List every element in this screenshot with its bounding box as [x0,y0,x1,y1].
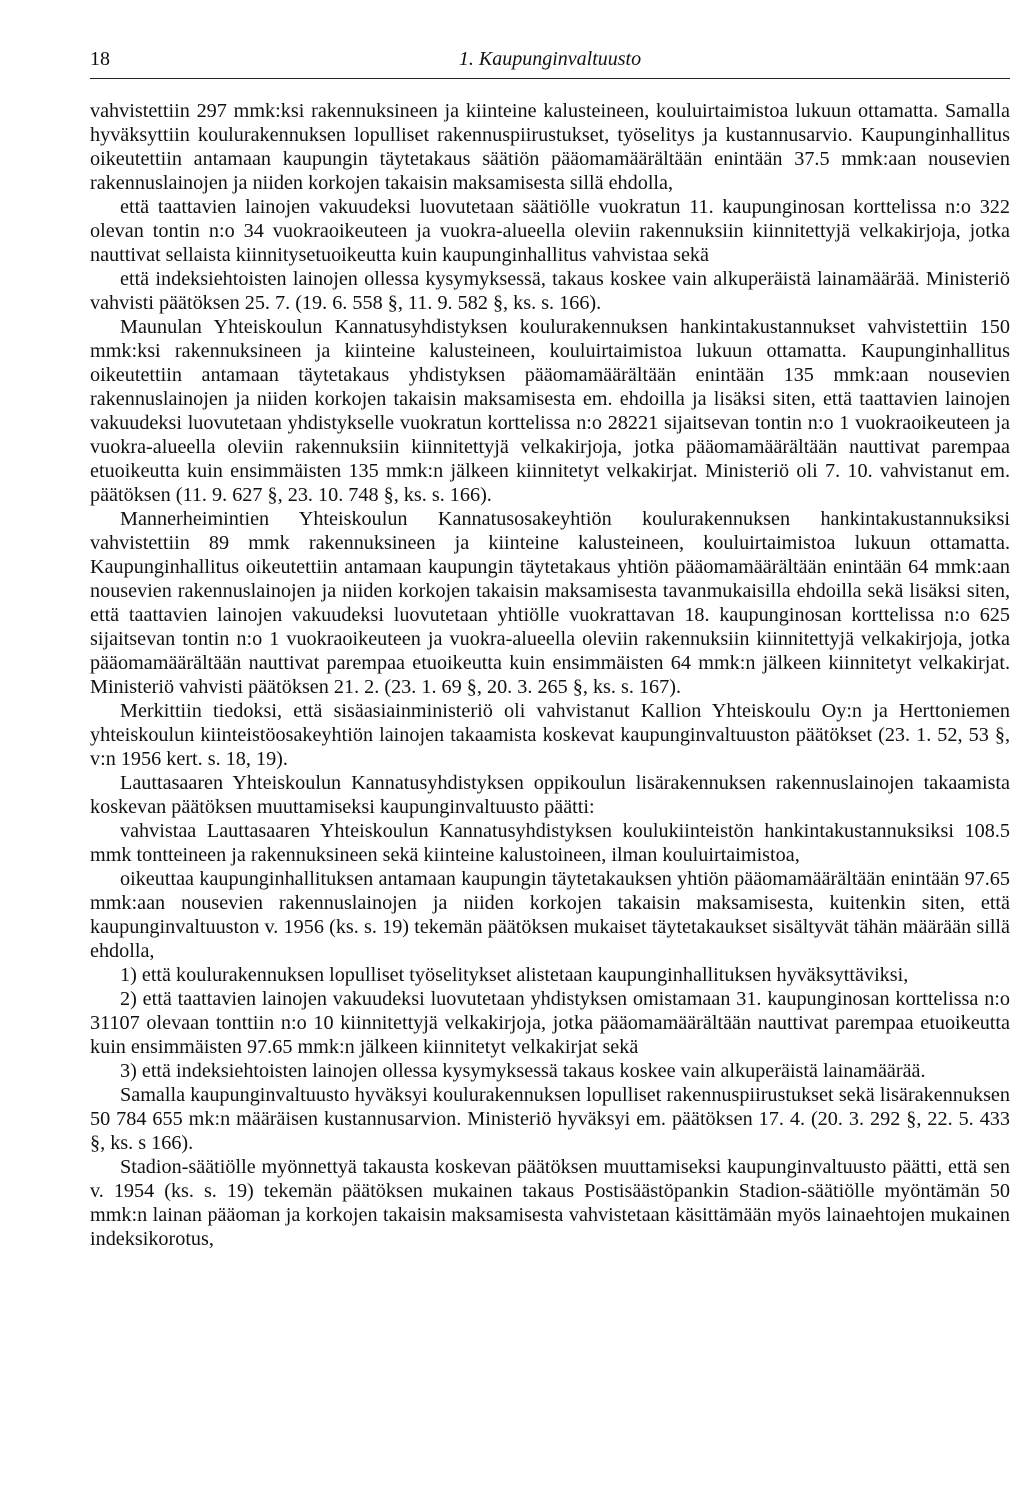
paragraph: vahvistaa Lauttasaaren Yhteiskoulun Kannatusyhdistyksen koulukiinteistön hankintakustannuksiksi 108.5 mmk tontteineen ja rakennuksineen sekä kiinteine kalustoineen, ilman kouluirtaimistoa, [90,820,1010,866]
page-number: 18 [90,48,110,70]
paragraph: Samalla kaupunginvaltuusto hyväksyi koulurakennuksen lopulliset rakennuspiirustukset sekä lisärakennuksen 50 784 655 mk:n määräisen kustannusarvion. Ministeriö hyväksyi em. päätöksen 17. 4. (20. 3. 292 §, 22. 5. 433 §, ks. s 166). [90,1084,1010,1154]
paragraph: vahvistettiin 297 mmk:ksi rakennuksineen ja kiinteine kalusteineen, kouluirtaimistoa lukuun ottamatta. Samalla hyväksyttiin koulurakennuksen lopulliset rakennuspiirustukset, työselitys ja kustannusarvio. Kaupunginhallitus oikeutettiin antamaan kaupungin täytetakaus säätiön pääomamäärältään enintään 37.5 mmk:aan nousevien rakennuslainojen ja niiden korkojen takaisin maksamisesta sillä ehdolla, [90,100,1010,194]
list-item: 2) että taattavien lainojen vakuudeksi luovutetaan yhdistyksen omistamaan 31. kaupunginosan korttelissa n:o 31107 olevaan tonttiin n:o 10 kiinnitettyjä velkakirjoja, jotka pääomamäärältään nauttivat parempaa etuoikeutta kuin ensimmäisten 97.65 mmk:n jälkeen kiinnitetyt velkakirjat sekä [90,988,1010,1058]
running-title: 1. Kaupunginvaltuusto [458,48,642,70]
list-item: 3) että indeksiehtoisten lainojen ollessa kysymyksessä takaus koskee vain alkuperäistä lainamäärää. [120,1060,926,1082]
body-text [90,99,1010,1251]
paragraph: oikeuttaa kaupunginhallituksen antamaan kaupungin täytetakauksen yhtiön pääomamäärältään enintään 97.65 mmk:aan nousevien rakennuslainojen ja niiden korkojen takaisin maksamisesta, kuitenkin siten, että kaupunginvaltuuston v. 1956 (ks. s. 19) tekemän päätöksen mukaiset täytetakaukset sisältyvät tähän määrään sillä ehdolla, [90,868,1010,962]
paragraph: Lauttasaaren Yhteiskoulun Kannatusyhdistyksen oppikoulun lisärakennuksen rakennuslainojen takaamista koskevan päätöksen muuttamiseksi kaupunginvaltuusto päätti: [90,772,1010,818]
document-page [90,40,1010,1460]
list-item: 1) että koulurakennuksen lopulliset työselitykset alistetaan kaupunginhallituksen hyväksyttäviksi, [120,964,909,986]
paragraph: Mannerheimintien Yhteiskoulun Kannatusosakeyhtiön koulurakennuksen hankintakustannuksiksi vahvistettiin 89 mmk rakennuksineen ja kiinteine kalusteineen, kouluirtaimistoa lukuun ottamatta. Kaupunginhallitus oikeutettiin antamaan kaupungin täytetakaus yhtiön pääomamäärältään enintään 64 mmk:aan nousevien rakennuslainojen ja niiden korkojen takaisin maksamisesta tavanmukaisilla ehdoilla sekä lisäksi siten, että taattavien lainojen vakuudeksi luovutetaan yhtiölle vuokrattavan 18. kaupunginosan korttelissa n:o 625 sijaitsevan tontin n:o 1 vuokraoikeuteen ja vuokra-alueella oleviin rakennuksiin kiinnitettyjä velkakirjoja, jotka pääomamäärältään nauttivat parempaa etuoikeutta kuin ensimmäisten 64 mmk:n jälkeen kiinnitetyt velkakirjat. Ministeriö vahvisti päätöksen 21. 2. (23. 1. 69 §, 20. 3. 265 §, ks. s. 167). [90,508,1010,698]
running-header [90,40,1010,79]
paragraph: Stadion-säätiölle myönnettyä takausta koskevan päätöksen muuttamiseksi kaupunginvaltuusto päätti, että sen v. 1954 (ks. s. 19) tekemän päätöksen mukainen takaus Postisäästöpankin Stadion-säätiölle myöntämän 50 mmk:n lainan pääoman ja korkojen takaisin maksamisesta vahvistetaan käsittämään myös lainaehtojen mukainen indeksikorotus, [90,1156,1010,1250]
paragraph: Maunulan Yhteiskoulun Kannatusyhdistyksen koulurakennuksen hankintakustannukset vahvistettiin 150 mmk:ksi rakennuksineen ja kiinteine kalusteineen, kouluirtaimistoa lukuun ottamatta. Kaupunginhallitus oikeutettiin antamaan täytetakaus yhdistyksen pääomamäärältään enintään 135 mmk:aan nousevien rakennuslainojen ja niiden korkojen takaisin maksamisesta em. ehdoilla ja lisäksi siten, että taattavien lainojen vakuudeksi luovutetaan yhdistykselle vuokratun korttelissa n:o 28221 sijaitsevan tontin n:o 1 vuokraoikeuteen ja vuokra-alueella oleviin rakennuksiin kiinnitettyjä velkakirjoja, jotka pääomamäärältään nauttivat parempaa etuoikeutta kuin ensimmäisten 135 mmk:n jälkeen kiinnitetyt velkakirjat. Ministeriö oli 7. 10. vahvistanut em. päätöksen (11. 9. 627 §, 23. 10. 748 §, ks. s. 166). [90,316,1010,506]
paragraph: että taattavien lainojen vakuudeksi luovutetaan säätiölle vuokratun 11. kaupunginosan korttelissa n:o 322 olevan tontin n:o 34 vuokraoikeuteen ja vuokra-alueella oleviin rakennuksiin kiinnitettyjä velkakirjoja, jotka nauttivat sellaista kiinnitysetuoikeutta kuin kaupunginhallitus vahvistaa sekä [90,196,1010,266]
paragraph: Merkittiin tiedoksi, että sisäasiainministeriö oli vahvistanut Kallion Yhteiskoulu Oy:n ja Herttoniemen yhteiskoulun kiinteistöosakeyhtiön lainojen takaamista koskevat kaupunginvaltuuston päätökset (23. 1. 52, 53 §, v:n 1956 kert. s. 18, 19). [90,700,1010,770]
paragraph: että indeksiehtoisten lainojen ollessa kysymyksessä, takaus koskee vain alkuperäistä lainamäärää. Ministeriö vahvisti päätöksen 25. 7. (19. 6. 558 §, 11. 9. 582 §, ks. s. 166). [90,268,1010,314]
